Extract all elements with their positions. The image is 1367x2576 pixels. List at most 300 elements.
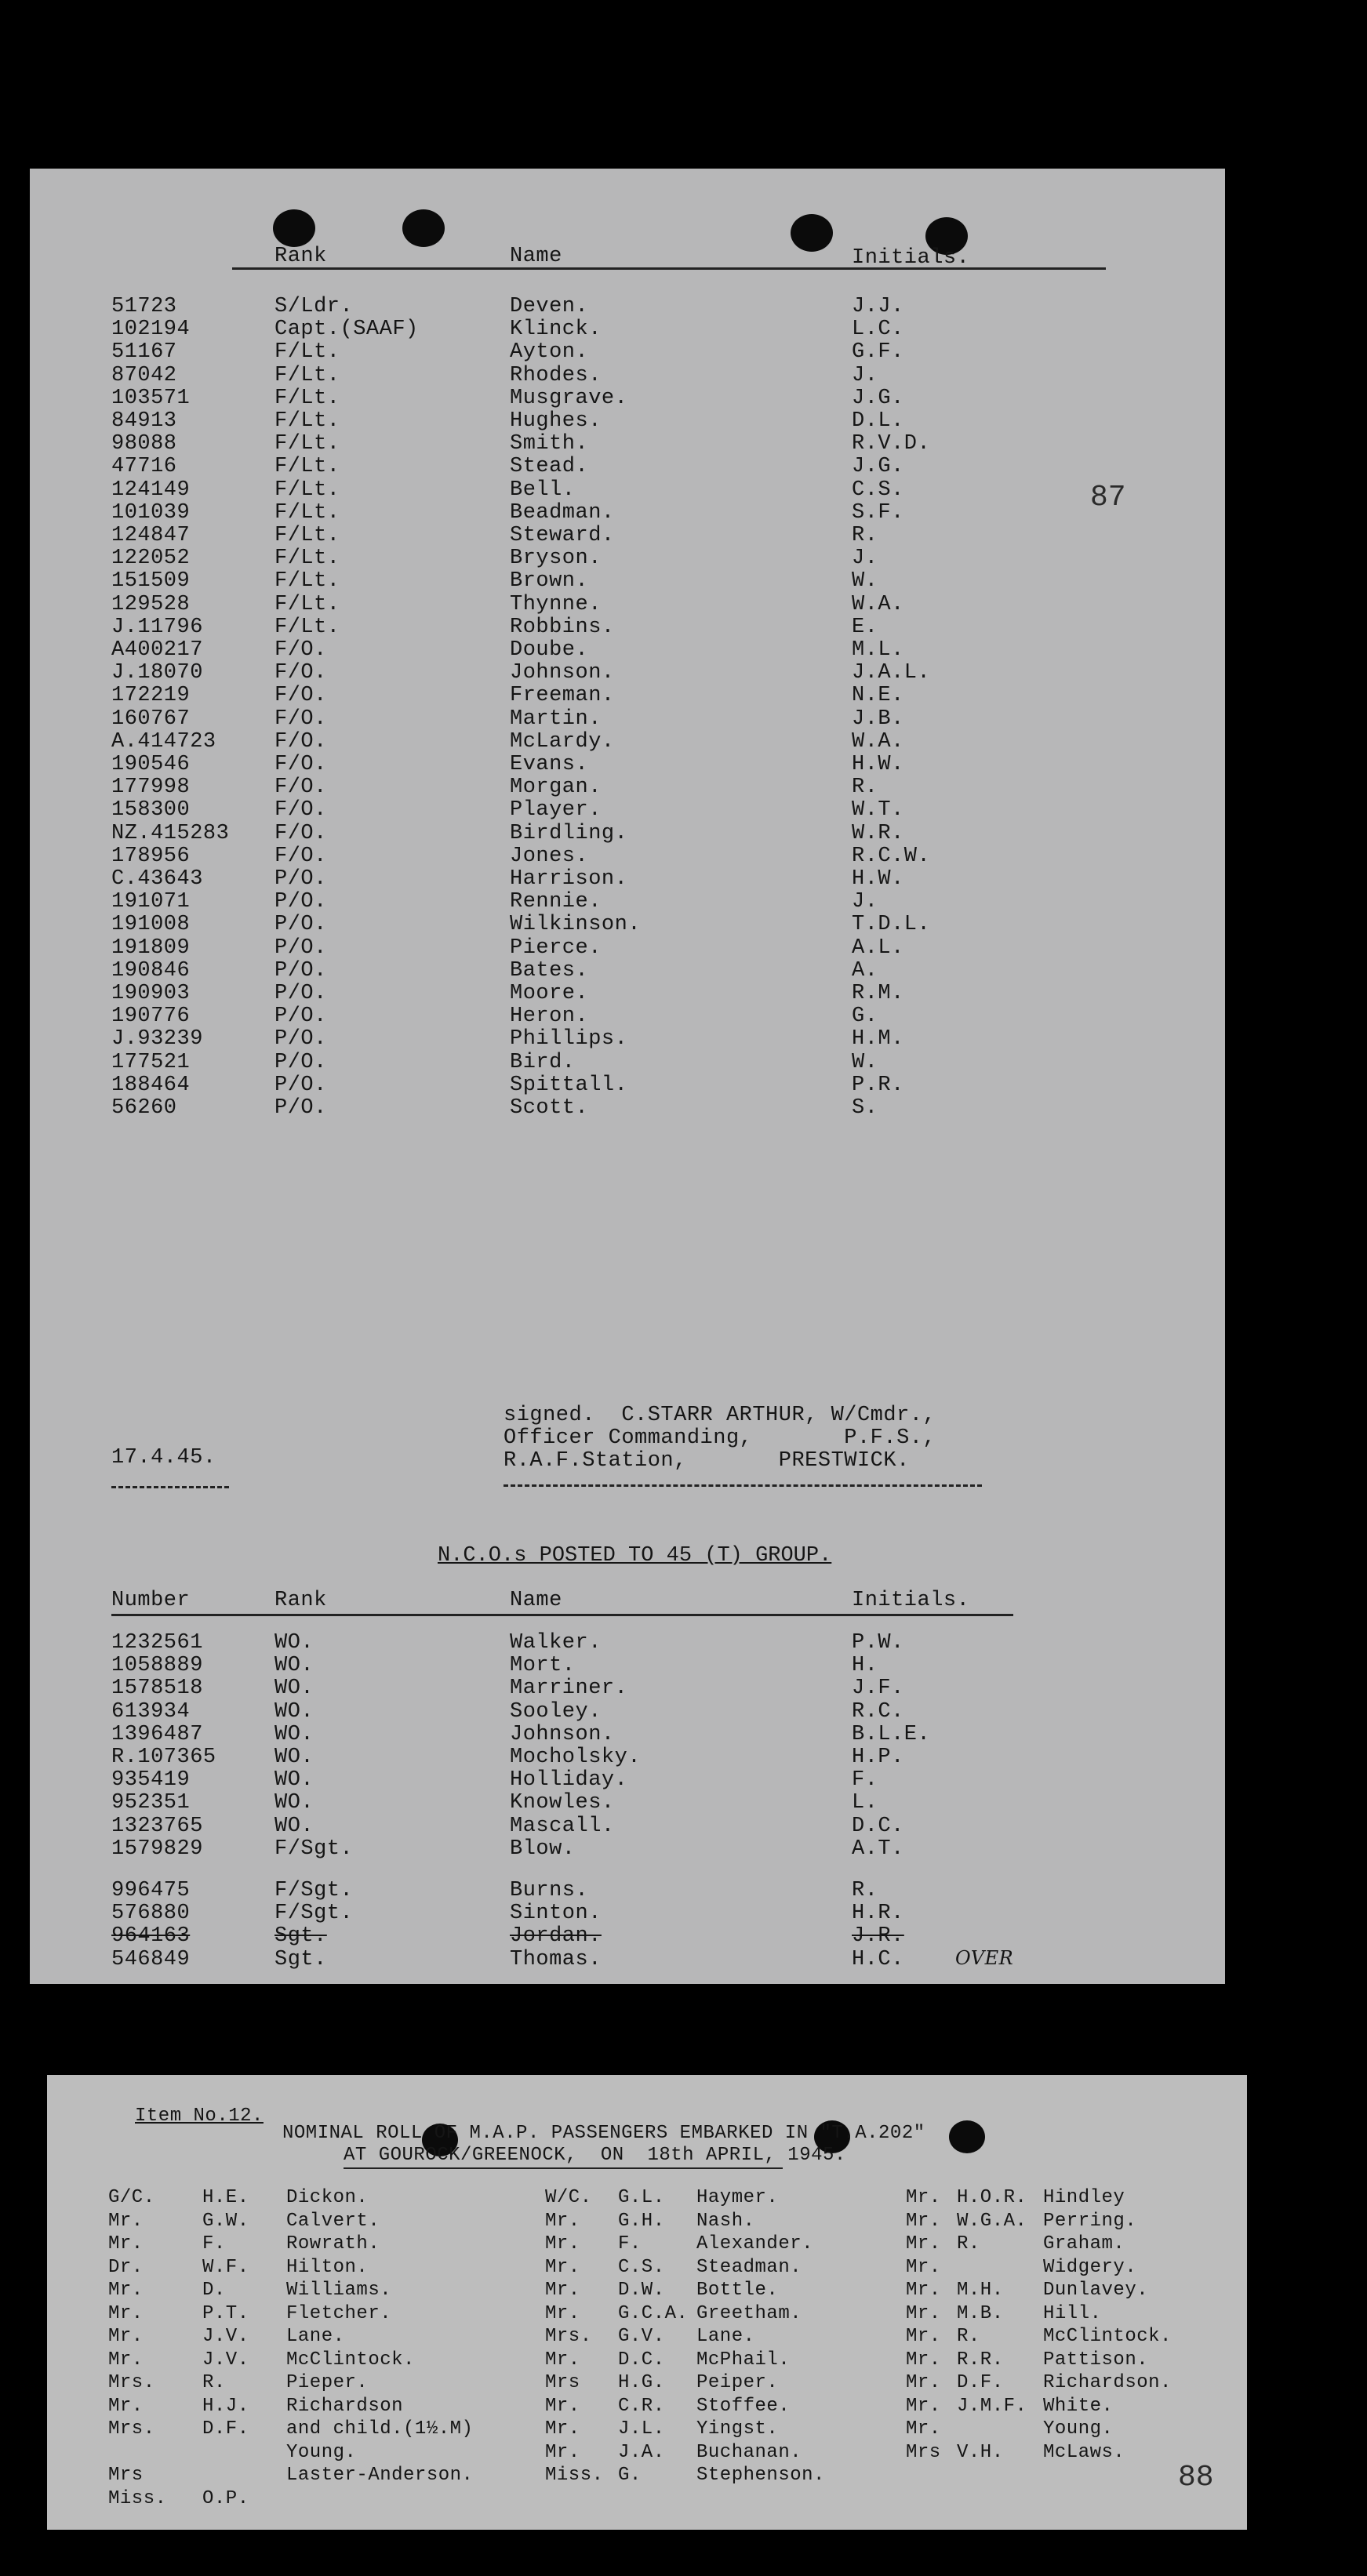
initials: D.F.: [957, 2372, 1004, 2393]
service-number: 190903: [111, 982, 191, 1005]
surname: Dickon.: [286, 2187, 369, 2208]
rank: P/O.: [274, 913, 327, 937]
service-number: 51723: [111, 295, 177, 318]
surname: Stoffee.: [696, 2395, 791, 2417]
title: Mr.: [545, 2349, 580, 2371]
surname: Williams.: [286, 2280, 392, 2301]
surname: Jordan.: [510, 1924, 602, 1949]
initials: G.V.: [618, 2326, 665, 2347]
title-rule: [344, 2167, 783, 2169]
title: Mr.: [545, 2280, 580, 2301]
initials: W.: [852, 569, 878, 594]
title: G/C.: [108, 2187, 155, 2208]
rank: F/O.: [274, 821, 327, 845]
section-title: N.C.O.s POSTED TO 45 (T) GROUP.: [438, 1544, 832, 1568]
rank: F/Lt.: [274, 615, 340, 639]
title: Dr.: [108, 2256, 144, 2278]
surname: Calvert.: [286, 2210, 380, 2232]
initials: W.A.: [852, 729, 904, 754]
surname: Richardson: [286, 2395, 404, 2417]
service-number: 160767: [111, 707, 191, 731]
surname: McLaws.: [1043, 2441, 1125, 2463]
initials: D.C.: [618, 2349, 665, 2371]
service-number: 576880: [111, 1902, 191, 1926]
rank: WO.: [274, 1631, 314, 1655]
title: Mr.: [906, 2187, 941, 2208]
initials: F.: [618, 2233, 642, 2254]
surname: Hindley: [1043, 2187, 1125, 2208]
surname: Martin.: [510, 707, 602, 731]
title: Mr.: [906, 2233, 941, 2254]
initials: H.M.: [852, 1027, 904, 1052]
signature-line-3: R.A.F.Station, PRESTWICK.: [504, 1449, 910, 1473]
surname: Walker.: [510, 1631, 602, 1655]
surname: Jones.: [510, 844, 589, 868]
service-number: 122052: [111, 547, 191, 571]
service-number: R.107365: [111, 1746, 216, 1769]
title: Mr.: [108, 2395, 144, 2417]
surname: McClintock.: [1043, 2326, 1172, 2347]
title: Mrs.: [108, 2418, 155, 2440]
title: Mr.: [545, 2441, 580, 2463]
rank: F/Lt.: [274, 592, 340, 616]
service-number: 177521: [111, 1050, 191, 1074]
document-page-88: [47, 2075, 1247, 2530]
surname: Hilton.: [286, 2256, 369, 2278]
surname: Hughes.: [510, 409, 602, 433]
service-number: 935419: [111, 1768, 191, 1793]
surname: Bird.: [510, 1050, 576, 1074]
initials: R.: [852, 776, 878, 800]
initials: J.: [852, 890, 878, 914]
service-number: 178956: [111, 844, 191, 868]
initials: M.B.: [957, 2302, 1004, 2324]
surname: Brown.: [510, 569, 589, 594]
initials: C.S.: [618, 2256, 665, 2278]
surname: Freeman.: [510, 684, 615, 708]
rank: WO.: [274, 1677, 314, 1701]
rank: P/O.: [274, 890, 327, 914]
initials: H.O.R.: [957, 2187, 1027, 2208]
service-number: 103571: [111, 386, 191, 410]
service-number: 613934: [111, 1699, 191, 1724]
surname: Klinck.: [510, 318, 602, 342]
surname: Lane.: [696, 2326, 755, 2347]
surname: Spittall.: [510, 1073, 628, 1097]
service-number: NZ.415283: [111, 821, 230, 845]
service-number: J.93239: [111, 1027, 203, 1052]
rank: F/O.: [274, 638, 327, 662]
surname: Evans.: [510, 753, 589, 776]
surname: Scott.: [510, 1096, 589, 1120]
service-number: 1058889: [111, 1654, 203, 1678]
initials: A.L.: [852, 936, 904, 960]
title: Mr.: [108, 2280, 144, 2301]
service-number: 964163: [111, 1924, 191, 1949]
title: Mr.: [545, 2233, 580, 2254]
surname: Rennie.: [510, 890, 602, 914]
rank: F/Lt.: [274, 363, 340, 387]
service-number: 87042: [111, 363, 177, 387]
surname: Deven.: [510, 295, 589, 318]
rank: S/Ldr.: [274, 295, 354, 318]
rank: WO.: [274, 1699, 314, 1724]
rank: F/O.: [274, 844, 327, 868]
over-note: OVER: [955, 1947, 1014, 1969]
page-number: 87: [1090, 481, 1126, 514]
initials: B.L.E.: [852, 1722, 931, 1746]
surname: Rhodes.: [510, 363, 602, 387]
surname: Bottle.: [696, 2280, 779, 2301]
title: Miss.: [545, 2465, 604, 2486]
surname: Pieper.: [286, 2372, 369, 2393]
surname: Richardson.: [1043, 2372, 1172, 2393]
surname: Knowles.: [510, 1791, 615, 1815]
title: Mrs: [545, 2372, 580, 2393]
service-number: 172219: [111, 684, 191, 708]
initials: H.P.: [852, 1746, 904, 1769]
service-number: 191008: [111, 913, 191, 937]
header-initials: Initials.: [852, 246, 970, 270]
rank: F/Lt.: [274, 500, 340, 525]
initials: W.: [852, 1050, 878, 1074]
title: Mr.: [108, 2302, 144, 2324]
service-number: A400217: [111, 638, 203, 662]
service-number: 101039: [111, 500, 191, 525]
title: Mr.: [906, 2326, 941, 2347]
rank: WO.: [274, 1654, 314, 1678]
surname: Young.: [286, 2441, 357, 2463]
initials: R.M.: [852, 982, 904, 1005]
title: Mr.: [545, 2210, 580, 2232]
header-rank: Rank: [274, 1589, 327, 1612]
surname: Morgan.: [510, 776, 602, 800]
initials: R.C.: [852, 1699, 904, 1724]
initials: R.C.W.: [852, 844, 931, 868]
surname: Mort.: [510, 1654, 576, 1678]
surname: Bell.: [510, 478, 576, 502]
surname: Haymer.: [696, 2187, 779, 2208]
initials: H.W.: [852, 753, 904, 776]
initials: G.W.: [202, 2210, 249, 2232]
initials: R.: [852, 524, 878, 547]
initials: W.R.: [852, 821, 904, 845]
service-number: 1232561: [111, 1631, 203, 1655]
rank: P/O.: [274, 867, 327, 891]
initials: W.A.: [852, 592, 904, 616]
title: Mr.: [545, 2256, 580, 2278]
initials: G.H.: [618, 2210, 665, 2232]
date: 17.4.45.: [111, 1446, 216, 1470]
roll-title: NOMINAL ROLL OF M.A.P. PASSENGERS EMBARKED IN "T.A.202": [282, 2123, 925, 2144]
service-number: 191809: [111, 936, 191, 960]
surname: Ayton.: [510, 340, 589, 365]
rank: Sgt.: [274, 1947, 327, 1971]
title: Mr.: [545, 2302, 580, 2324]
title: Mr.: [108, 2326, 144, 2347]
initials: J.: [852, 363, 878, 387]
surname: Burns.: [510, 1879, 589, 1902]
signature-rule: [504, 1484, 982, 1487]
surname: Musgrave.: [510, 386, 628, 410]
service-number: 952351: [111, 1791, 191, 1815]
surname: Fletcher.: [286, 2302, 392, 2324]
rank: F/O.: [274, 707, 327, 731]
initials: L.C.: [852, 318, 904, 342]
title: Mr.: [906, 2256, 941, 2278]
initials: J.V.: [202, 2349, 249, 2371]
initials: F.: [852, 1768, 878, 1793]
surname: Laster-Anderson.: [286, 2465, 474, 2486]
initials: W.T.: [852, 798, 904, 823]
title: Mrs.: [108, 2372, 155, 2393]
surname: Wilkinson.: [510, 913, 642, 937]
surname: Yingst.: [696, 2418, 779, 2440]
initials: R.: [957, 2326, 980, 2347]
surname: Bryson.: [510, 547, 602, 571]
initials: C.R.: [618, 2395, 665, 2417]
initials: G.F.: [852, 340, 904, 365]
surname: Pierce.: [510, 936, 602, 960]
service-number: 102194: [111, 318, 191, 342]
surname: and child.(1½.M): [286, 2418, 474, 2440]
punch-hole: [273, 209, 315, 247]
surname: Thynne.: [510, 592, 602, 616]
service-number: 191071: [111, 890, 191, 914]
rank: P/O.: [274, 1050, 327, 1074]
header-name: Name: [510, 1589, 562, 1612]
surname: Peiper.: [696, 2372, 779, 2393]
surname: Marriner.: [510, 1677, 628, 1701]
service-number: 84913: [111, 409, 177, 433]
service-number: C.43643: [111, 867, 203, 891]
header-rule: [111, 1614, 1013, 1616]
surname: Pattison.: [1043, 2349, 1149, 2371]
initials: D.L.: [852, 409, 904, 433]
initials: P.W.: [852, 1631, 904, 1655]
rank: F/Sgt.: [274, 1902, 354, 1926]
title: Mr.: [545, 2418, 580, 2440]
service-number: 1396487: [111, 1722, 203, 1746]
surname: Young.: [1043, 2418, 1114, 2440]
surname: Robbins.: [510, 615, 615, 639]
initials: L.: [852, 1791, 878, 1815]
service-number: 190846: [111, 958, 191, 983]
initials: H.R.: [852, 1902, 904, 1926]
surname: Stead.: [510, 455, 589, 479]
surname: Smith.: [510, 432, 589, 456]
rank: WO.: [274, 1722, 314, 1746]
initials: R.V.D.: [852, 432, 931, 456]
rank: WO.: [274, 1746, 314, 1769]
service-number: 188464: [111, 1073, 191, 1097]
initials: R.R.: [957, 2349, 1004, 2371]
surname: Dunlavey.: [1043, 2280, 1149, 2301]
surname: Alexander.: [696, 2233, 814, 2254]
initials: N.E.: [852, 684, 904, 708]
title: Mr.: [906, 2418, 941, 2440]
rank: P/O.: [274, 982, 327, 1005]
title: Mr.: [108, 2210, 144, 2232]
rank: P/O.: [274, 936, 327, 960]
surname: Beadman.: [510, 500, 615, 525]
initials: J.: [852, 547, 878, 571]
title: Mrs: [906, 2441, 941, 2463]
surname: Widgery.: [1043, 2256, 1137, 2278]
surname: Lane.: [286, 2326, 345, 2347]
surname: Steadman.: [696, 2256, 802, 2278]
header-initials: Initials.: [852, 1589, 970, 1612]
title: Mr.: [108, 2349, 144, 2371]
initials: S.: [852, 1096, 878, 1120]
surname: McPhail.: [696, 2349, 791, 2371]
title: Mr.: [906, 2210, 941, 2232]
surname: Graham.: [1043, 2233, 1125, 2254]
service-number: 158300: [111, 798, 191, 823]
initials: R.: [202, 2372, 226, 2393]
initials: D.: [202, 2280, 226, 2301]
initials: W.G.A.: [957, 2210, 1027, 2232]
date-rule: [111, 1486, 229, 1488]
surname: Sinton.: [510, 1902, 602, 1926]
rank: F/Lt.: [274, 524, 340, 547]
title: Mr.: [545, 2395, 580, 2417]
surname: Johnson.: [510, 661, 615, 685]
initials: D.C.: [852, 1814, 904, 1838]
initials: O.P.: [202, 2487, 249, 2509]
initials: H.: [852, 1654, 878, 1678]
surname: Player.: [510, 798, 602, 823]
rank: Sgt.: [274, 1924, 327, 1949]
initials: T.D.L.: [852, 913, 931, 937]
service-number: A.414723: [111, 729, 216, 754]
surname: Moore.: [510, 982, 589, 1005]
rank: F/Lt.: [274, 386, 340, 410]
rank: P/O.: [274, 1096, 327, 1120]
service-number: 546849: [111, 1947, 191, 1971]
rank: WO.: [274, 1791, 314, 1815]
surname: Phillips.: [510, 1027, 628, 1052]
initials: J.A.L.: [852, 661, 931, 685]
surname: Hill.: [1043, 2302, 1102, 2324]
surname: Heron.: [510, 1005, 589, 1029]
initials: H.W.: [852, 867, 904, 891]
signature-line-1: signed. C.STARR ARTHUR, W/Cmdr.,: [504, 1404, 936, 1427]
surname: Perring.: [1043, 2210, 1137, 2232]
service-number: 151509: [111, 569, 191, 594]
initials: E.: [852, 615, 878, 639]
surname: White.: [1043, 2395, 1114, 2417]
punch-hole: [791, 214, 833, 252]
surname: Harrison.: [510, 867, 628, 891]
surname: Rowrath.: [286, 2233, 380, 2254]
title: W/C.: [545, 2187, 592, 2208]
title: Mr.: [906, 2302, 941, 2324]
rank: P/O.: [274, 1027, 327, 1052]
initials: A.: [852, 958, 878, 983]
roll-subtitle: AT GOUROCK/GREENOCK, ON 18th APRIL, 1945.: [344, 2145, 846, 2166]
rank: F/O.: [274, 798, 327, 823]
initials: P.R.: [852, 1073, 904, 1097]
initials: G.: [852, 1005, 878, 1029]
service-number: 1323765: [111, 1814, 203, 1838]
document-page-87: [30, 169, 1225, 1984]
punch-hole: [402, 209, 445, 247]
surname: Steward.: [510, 524, 615, 547]
surname: Birdling.: [510, 821, 628, 845]
initials: H.J.: [202, 2395, 249, 2417]
initials: J.R.: [852, 1924, 904, 1949]
initials: M.H.: [957, 2280, 1004, 2301]
header-rank: Rank: [274, 245, 327, 268]
rank: F/Lt.: [274, 547, 340, 571]
initials: J.J.: [852, 295, 904, 318]
surname: McClintock.: [286, 2349, 415, 2371]
surname: McLardy.: [510, 729, 615, 754]
initials: J.A.: [618, 2441, 665, 2463]
service-number: J.11796: [111, 615, 203, 639]
surname: Sooley.: [510, 1699, 602, 1724]
rank: F/O.: [274, 684, 327, 708]
initials: R.: [957, 2233, 980, 2254]
rank: F/O.: [274, 753, 327, 776]
surname: Doube.: [510, 638, 589, 662]
rank: Capt.(SAAF): [274, 318, 419, 342]
service-number: 190776: [111, 1005, 191, 1029]
initials: D.W.: [618, 2280, 665, 2301]
initials: F.: [202, 2233, 226, 2254]
service-number: 177998: [111, 776, 191, 800]
rank: F/Lt.: [274, 340, 340, 365]
initials: D.F.: [202, 2418, 249, 2440]
initials: P.T.: [202, 2302, 249, 2324]
service-number: 124847: [111, 524, 191, 547]
rank: F/Lt.: [274, 455, 340, 479]
service-number: 56260: [111, 1096, 177, 1120]
service-number: J.18070: [111, 661, 203, 685]
initials: C.S.: [852, 478, 904, 502]
initials: R.: [852, 1879, 878, 1902]
rank: F/O.: [274, 776, 327, 800]
service-number: 1579829: [111, 1837, 203, 1861]
surname: Buchanan.: [696, 2441, 802, 2463]
rank: F/O.: [274, 661, 327, 685]
rank: P/O.: [274, 958, 327, 983]
rank: F/Lt.: [274, 478, 340, 502]
punch-hole: [949, 2120, 985, 2153]
initials: H.E.: [202, 2187, 249, 2208]
service-number: 124149: [111, 478, 191, 502]
service-number: 47716: [111, 455, 177, 479]
initials: G.C.A.: [618, 2302, 689, 2324]
initials: G.L.: [618, 2187, 665, 2208]
surname: Mocholsky.: [510, 1746, 642, 1769]
initials: J.F.: [852, 1677, 904, 1701]
initials: A.T.: [852, 1837, 904, 1861]
title: Miss.: [108, 2487, 167, 2509]
initials: H.C.: [852, 1947, 904, 1971]
rank: WO.: [274, 1814, 314, 1838]
initials: J.M.F.: [957, 2395, 1027, 2417]
surname: Johnson.: [510, 1722, 615, 1746]
initials: J.L.: [618, 2418, 665, 2440]
initials: J.G.: [852, 386, 904, 410]
header-name: Name: [510, 245, 562, 268]
rank: P/O.: [274, 1073, 327, 1097]
surname: Holliday.: [510, 1768, 628, 1793]
initials: W.F.: [202, 2256, 249, 2278]
rank: F/Sgt.: [274, 1837, 354, 1861]
